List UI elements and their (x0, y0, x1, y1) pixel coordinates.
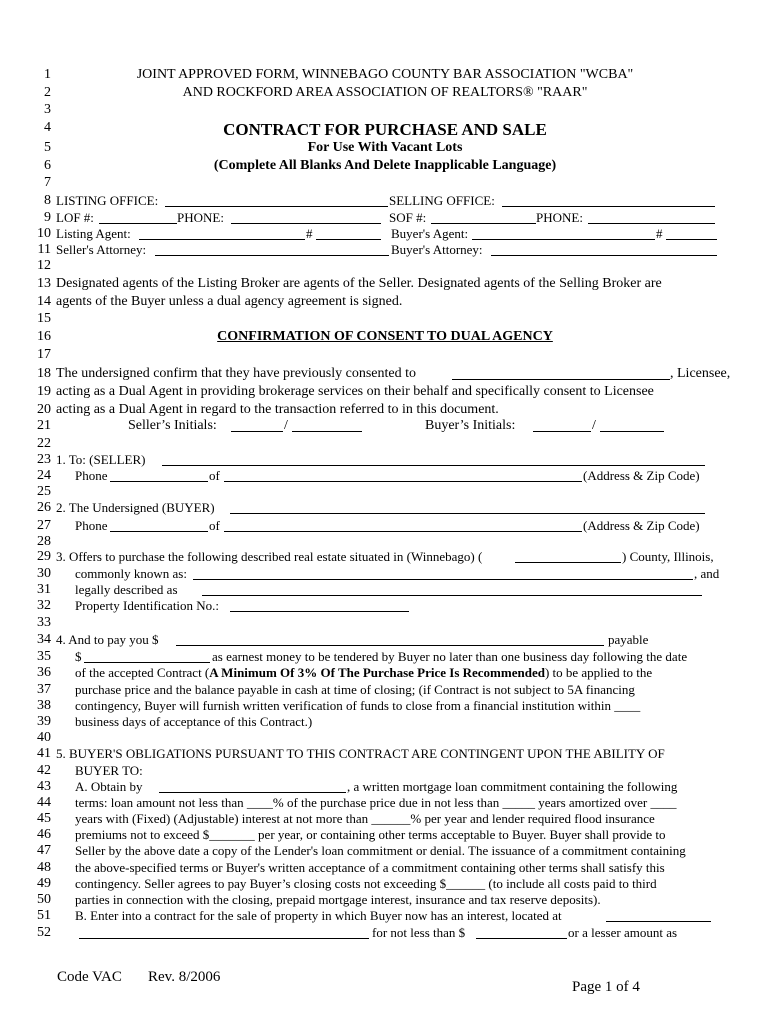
sof-label: SOF #: (389, 210, 427, 225)
line-number: 19 (37, 384, 51, 399)
commonly-known-field[interactable] (193, 579, 693, 580)
line-number: 49 (37, 876, 51, 891)
line-number: 37 (37, 682, 51, 697)
buyers-attorney-field[interactable] (491, 255, 717, 256)
line-number: 20 (37, 402, 51, 417)
line-number: 16 (37, 329, 51, 344)
sellers-attorney-field[interactable] (155, 255, 389, 256)
selling-office-label: SELLING OFFICE: (389, 193, 495, 208)
commitment-date-field[interactable] (159, 792, 346, 793)
line-number: 40 (37, 730, 51, 745)
payment-text-34a: 4. And to pay you $ (56, 632, 159, 647)
line-number: 22 (37, 436, 51, 451)
header-line-1: JOINT APPROVED FORM, WINNEBAGO COUNTY BAR ASSOCIATION "WCBA" (136, 67, 634, 82)
line-number: 47 (37, 843, 51, 858)
line-number: 27 (37, 518, 51, 533)
buyer-address-field[interactable] (224, 531, 582, 532)
page-title: CONTRACT FOR PURCHASE AND SALE (223, 120, 547, 139)
property-location-field[interactable] (606, 921, 711, 922)
line-number: 38 (37, 698, 51, 713)
consent-text-20: acting as a Dual Agent in regard to the transaction referred to in this document. (56, 402, 499, 417)
listing-office-field[interactable] (165, 206, 388, 207)
subtitle-vacant-lots: For Use With Vacant Lots (307, 140, 463, 155)
payment-text-35b: as earnest money to be tendered by Buyer no later than one business day following the date (212, 649, 688, 664)
line-number: 34 (37, 632, 51, 647)
listing-phone-field[interactable] (231, 223, 381, 224)
listing-office-label: LISTING OFFICE: (56, 193, 159, 208)
seller-initials-field-2[interactable] (292, 431, 362, 432)
obligations-heading: 5. BUYER'S OBLIGATIONS PURSUANT TO THIS CONTRACT ARE CONTINGENT UPON THE ABILITY OF (56, 746, 665, 761)
line-number: 18 (37, 366, 51, 381)
sof-field[interactable] (431, 223, 536, 224)
subtitle-instructions: (Complete All Blanks And Delete Inapplicable Language) (213, 158, 557, 173)
listing-agent-hash: # (306, 226, 313, 241)
line-number: 12 (37, 258, 51, 273)
agency-text-14: agents of the Buyer unless a dual agency agreement is signed. (56, 294, 403, 309)
line-number: 24 (37, 468, 51, 483)
selling-phone-field[interactable] (588, 223, 715, 224)
sellers-attorney-label: Seller's Attorney: (56, 242, 147, 257)
legal-description-label: legally described as (75, 582, 178, 597)
header-line-2: AND ROCKFORD AREA ASSOCIATION OF REALTORS® "RAAR" (182, 85, 588, 100)
listing-agent-number-field[interactable] (316, 239, 381, 240)
obligations-text-43b: , a written mortgage loan commitment containing the following (347, 779, 678, 794)
payment-text-39: business days of acceptance of this Contract.) (75, 714, 313, 729)
seller-name-field[interactable] (162, 465, 705, 466)
line-number: 42 (37, 763, 51, 778)
pin-field[interactable] (230, 611, 409, 612)
line-number: 51 (37, 908, 51, 923)
buyer-initials-label: Buyer’s Initials: (425, 418, 516, 433)
line-number: 45 (37, 811, 51, 826)
payment-text-37: purchase price and the balance payable in cash at time of closing; (if Contract is not subject to 5A financing (75, 682, 635, 697)
line-number: 4 (44, 120, 51, 135)
buyers-agent-field[interactable] (472, 239, 655, 240)
buyer-name-field[interactable] (230, 513, 705, 514)
seller-phone-field[interactable] (110, 481, 208, 482)
obligations-text-51: B. Enter into a contract for the sale of property in which Buyer now has an interest, located at (75, 908, 562, 923)
line-number: 13 (37, 276, 51, 291)
obligations-text-42: BUYER TO: (75, 763, 143, 778)
line-number: 33 (37, 615, 51, 630)
seller-address-field[interactable] (224, 481, 582, 482)
minimum-recommendation: A Minimum Of 3% Of The Purchase Price Is Recommended (209, 665, 545, 680)
earnest-money-field[interactable] (84, 662, 210, 663)
buyer-initials-field-1[interactable] (533, 431, 591, 432)
line-number: 44 (37, 795, 51, 810)
listing-phone-label: PHONE: (177, 210, 224, 225)
page-number: Page 1 of 4 (572, 979, 640, 995)
line-number: 30 (37, 566, 51, 581)
seller-initials-label: Seller’s Initials: (128, 418, 217, 433)
lof-label: LOF #: (56, 210, 94, 225)
line-number: 7 (44, 175, 51, 190)
selling-phone-label: PHONE: (536, 210, 583, 225)
obligations-text-48: the above-specified terms or Buyer's written acceptance of a commitment containing other terms shall satisfy this (75, 860, 665, 875)
line-number: 11 (37, 242, 51, 257)
pin-label: Property Identification No.: (75, 598, 220, 613)
line-number: 25 (37, 484, 51, 499)
buyers-attorney-label: Buyer's Attorney: (391, 242, 483, 257)
payment-text-36a: of the accepted Contract ( (75, 665, 210, 680)
listing-agent-field[interactable] (139, 239, 305, 240)
dual-agency-heading: CONFIRMATION OF CONSENT TO DUAL AGENCY (217, 329, 553, 344)
line-number: 48 (37, 860, 51, 875)
line-number: 41 (37, 746, 51, 761)
listing-agent-label: Listing Agent: (56, 226, 131, 241)
payment-text-35a: $ (75, 649, 82, 664)
obligations-text-44: terms: loan amount not less than ____% of the purchase price due in not less than _____ years amortized over ____ (75, 795, 677, 810)
line-number: 39 (37, 714, 51, 729)
line-number: 17 (37, 347, 51, 362)
line-number: 14 (37, 294, 51, 309)
obligations-text-45: years with (Fixed) (Adjustable) interest at not more than ______% per year and lender required flood insurance (75, 811, 655, 826)
seller-address-hint: (Address & Zip Code) (583, 468, 700, 483)
line-number: 52 (37, 925, 51, 940)
buyer-initials-field-2[interactable] (600, 431, 664, 432)
obligations-text-46: premiums not to exceed $_______ per year, or containing other terms acceptable to Buyer. Buyer shall provide to (75, 827, 666, 842)
form-revision: Rev. 8/2006 (148, 969, 221, 985)
buyers-agent-hash: # (656, 226, 663, 241)
consent-text-18a: The undersigned confirm that they have previously consented to (56, 366, 417, 381)
property-text-29a: 3. Offers to purchase the following described real estate situated in (Winnebago) ( (56, 549, 483, 564)
seller-of-label: of (209, 468, 220, 483)
buyer-address-hint: (Address & Zip Code) (583, 518, 700, 533)
seller-phone-label: Phone (75, 468, 108, 483)
obligations-text-50: parties in connection with the closing, prepaid mortgage interest, insurance and tax reserve deposits). (75, 892, 601, 907)
county-field[interactable] (515, 562, 621, 563)
payment-text-38: contingency, Buyer will furnish written verification of funds to close from a financial institution within ____ (75, 698, 641, 713)
consent-text-19: acting as a Dual Agent in providing brokerage services on their behalf and specifically consent to Licensee (56, 384, 654, 399)
line-number: 35 (37, 649, 51, 664)
buyer-of-label: of (209, 518, 220, 533)
licensee-field[interactable] (452, 379, 670, 380)
payment-text-36 (75, 665, 652, 681)
buyer-initials-slash: / (592, 418, 596, 433)
line-number: 26 (37, 500, 51, 515)
payment-text-36b: ) to be applied to the (544, 665, 653, 680)
line-number: 6 (44, 158, 51, 173)
buyers-agent-label: Buyer's Agent: (391, 226, 469, 241)
line-number: 31 (37, 582, 51, 597)
property-text-30b: , and (694, 566, 720, 581)
buyer-phone-field[interactable] (110, 531, 208, 532)
seller-label: 1. To: (SELLER) (56, 452, 146, 467)
line-number: 9 (44, 210, 51, 225)
line-number: 21 (37, 418, 51, 433)
line-number: 1 (44, 67, 51, 82)
line-number: 43 (37, 779, 51, 794)
purchase-price-field[interactable] (176, 645, 604, 646)
line-number: 36 (37, 665, 51, 680)
consent-text-18b: , Licensee, (670, 366, 731, 381)
obtain-by-label: A. Obtain by (75, 779, 143, 794)
line-number: 50 (37, 892, 51, 907)
buyers-agent-number-field[interactable] (666, 239, 717, 240)
line-number: 5 (44, 140, 51, 155)
line-number: 32 (37, 598, 51, 613)
line-number: 3 (44, 102, 51, 117)
obligations-text-52a: for not less than $ (372, 925, 466, 940)
line-number: 2 (44, 85, 51, 100)
seller-initials-field-1[interactable] (231, 431, 283, 432)
seller-initials-slash: / (284, 418, 288, 433)
line-number: 29 (37, 549, 51, 564)
line-number: 28 (37, 534, 51, 549)
form-code: Code VAC (57, 969, 122, 985)
line-number: 10 (37, 226, 51, 241)
obligations-text-47: Seller by the above date a copy of the Lender's loan commitment or denial. The issuance of a commitment containing (75, 843, 686, 858)
obligations-text-52b: or a lesser amount as (568, 925, 678, 940)
payment-text-34b: payable (608, 632, 649, 647)
sale-amount-field[interactable] (476, 938, 567, 939)
agency-text-13: Designated agents of the Listing Broker are agents of the Seller. Designated agents of the Selling Broker are (56, 276, 662, 291)
property-text-29b: ) County, Illinois, (622, 549, 714, 564)
line-number: 23 (37, 452, 51, 467)
selling-office-field[interactable] (502, 206, 715, 207)
obligations-text-49: contingency. Seller agrees to pay Buyer’s closing costs not exceeding $______ (to include all costs paid to third (75, 876, 657, 891)
buyer-label: 2. The Undersigned (BUYER) (56, 500, 215, 515)
property-location-field-2[interactable] (79, 938, 369, 939)
lof-field[interactable] (99, 223, 177, 224)
legal-description-field[interactable] (202, 595, 702, 596)
commonly-known-label: commonly known as: (75, 566, 187, 581)
line-number: 8 (44, 193, 51, 208)
line-number: 46 (37, 827, 51, 842)
buyer-phone-label: Phone (75, 518, 108, 533)
line-number: 15 (37, 311, 51, 326)
